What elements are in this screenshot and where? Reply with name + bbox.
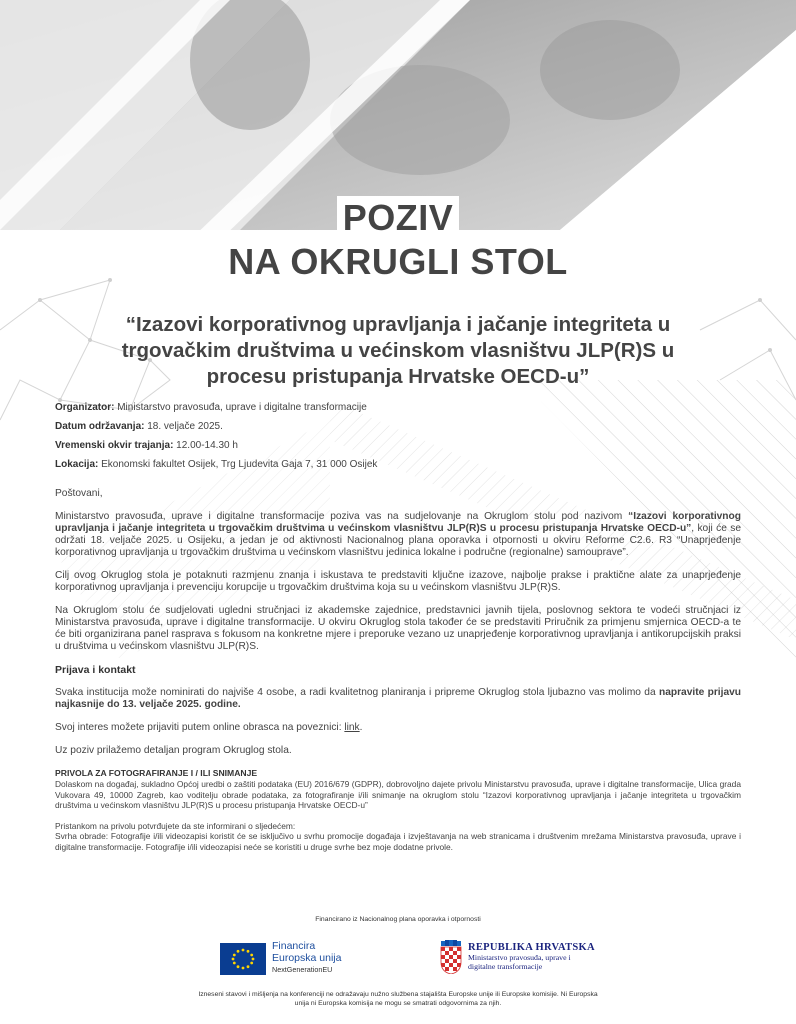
intro-paragraph: Ministarstvo pravosuđa, uprave i digitalne transformacije poziva vas na sudjelovanje na Okruglom stolu pod nazivom “Izazovi korporativnog upravljanja i jačanje integriteta u trgovačkim društvima u većinskom vlasništvu JLP(R)S u procesu pristupanja Hrvatske OECD-u”, koji će se održati 18. veljače 2025. u Osijeku, a jedan je od aktivnosti Nacionalnog plana oporavka i otpornosti u okviru Reforme C2.6. R3 “Unaprjeđenje korporativnog upravljanja u trgovačkim društvima u većinskom vlasništvu jedinica lokalne i područne (regionalne) samouprave”.	[55, 511, 741, 558]
deadline-bold: napravite prijavu najkasnije do 13. veljače 2025. godine.	[55, 687, 741, 710]
eu-disclaimer: Izneseni stavovi i mišljenja na konferenciji ne odražavaju nužno službena stajališta Europske unije ili Europske komisije. Ni Europska unija ni Europska komisija ne mogu se smatrati odgovornima za njih.	[198, 991, 598, 1007]
eu-logo-text: Financira Europska unija NextGenerationEU	[272, 940, 342, 974]
goal-paragraph: Cilj ovog Okruglog stola je potaknuti razmjenu znanja i iskustava te predstaviti ključne izazove, najbolje prakse i praktične alate za unaprjeđenje korporativnog upravljanja i prevenciju korupcije u trgovačkim društvima koja su u većinskom vlasništvu JLP(R)S.	[55, 570, 741, 593]
contact-heading: Prijava i kontakt	[55, 664, 136, 676]
registration-paragraph: Svaka institucija može nominirati do najviše 4 osobe, a radi kvalitetnog planiranja i pripreme Okruglog stola ljubazno vas molimo da napravite prijavu najkasnije do 13. veljače 2025. godine.	[55, 687, 741, 710]
organizer-label: Organizator:	[55, 402, 115, 413]
funding-note: Financirano iz Nacionalnog plana oporavka i otpornosti	[315, 916, 481, 923]
location-label: Lokacija:	[55, 459, 99, 470]
location-row	[55, 459, 741, 471]
croatian-coat-of-arms-icon	[440, 940, 462, 974]
program-note: Uz poziv prilažemo detaljan program Okruglog stola.	[55, 745, 292, 756]
privacy-paragraph-1: Dolaskom na događaj, sukladno Općoj uredbi o zaštiti podataka (EU) 2016/679 (GDPR), dobrovoljno dajete privolu Ministarstvu pravosuđa, uprave i digitalne transformacije, Ulica grada Vukovara 49, 10000 Zagreb, kao voditelju obrade podataka, za fotografiranje i/ili snimanje na okruglom stolu “Izazovi korporativnog upravljanja i jačanje integriteta u trgovačkim društvima u većinskom vlasništvu JLP(R)S u procesu pristupanja Hrvatske OECD-u”	[55, 779, 741, 811]
location-value: Ekonomski fakultet Osijek, Trg Ljudevita Gaja 7, 31 000 Osijek	[98, 459, 378, 470]
time-value: 12.00-14.30 h	[173, 440, 238, 451]
eu-flag-icon	[220, 943, 266, 975]
date-label: Datum održavanja:	[55, 421, 145, 432]
event-name-bold: “Izazovi korporativnog upravljanja i jačanje integriteta u trgovačkim društvima u većinskom vlasništvu JLP(R)S u procesu pristupanja Hrvatske OECD-u”	[55, 511, 741, 534]
date-row	[55, 421, 741, 433]
title-line-1: POZIV	[337, 196, 460, 240]
ministry-logo-text: REPUBLIKA HRVATSKA Ministarstvo pravosuđa, uprave i digitalne transformacije	[468, 942, 595, 971]
link-paragraph: Svoj interes možete prijaviti putem online obrasca na poveznici: link.	[55, 722, 363, 733]
privacy-paragraph-3: Svrha obrade: Fotografije i/ili videozapisi koristit će se isključivo u svrhu promocije događaja i izvještavanja na web stranicama i društvenim mrežama Ministarstva pravosuđa, uprave i digitalne transformacije. Fotografije i/ili videozapisi neće se koristiti u druge svrhe bez moje dodatne privole.	[55, 831, 741, 852]
event-subtitle: “Izazovi korporativnog upravljanja i jačanje integriteta u trgovačkim društvima u većinskom vlasništvu JLP(R)S u procesu pristupanja Hrvatske OECD-u”	[121, 313, 675, 388]
privacy-heading: PRIVOLA ZA FOTOGRAFIRANJE I / ILI SNIMANJE	[55, 768, 258, 778]
registration-link[interactable]: link	[344, 722, 360, 733]
document-body	[55, 402, 741, 853]
time-label: Vremenski okvir trajanja:	[55, 440, 174, 451]
title-line-2: NA OKRUGLI STOL	[222, 240, 574, 284]
greeting: Poštovani,	[55, 488, 103, 499]
time-row	[55, 440, 741, 452]
organizer-value: Ministarstvo pravosuđa, uprave i digitalne transformacije	[114, 402, 367, 413]
date-value: 18. veljače 2025.	[144, 421, 223, 432]
privacy-paragraph-2: Pristankom na privolu potvrđujete da ste informirani o sljedećem:	[55, 820, 296, 831]
page-title	[0, 196, 796, 284]
participants-paragraph: Na Okruglom stolu će sudjelovati ugledni stručnjaci iz akademske zajednice, predstavnici javnih tijela, poslovnog sektora te vodeći stručnjaci iz Ministarstva pravosuđa, uprave i digitalne transformacije. U okviru Okruglog stola također će se predstaviti Priručnik za primjenu smjernica OECD-a te će biti organizirana panel rasprava s fokusom na konkretne mjere i preporuke vezano uz unaprjeđenje korporativnog upravljanja i antikorupcijskih praksi u društvima u većinskom vlasništvu JLP(R)S.	[55, 605, 741, 652]
organizer-row	[55, 402, 741, 414]
